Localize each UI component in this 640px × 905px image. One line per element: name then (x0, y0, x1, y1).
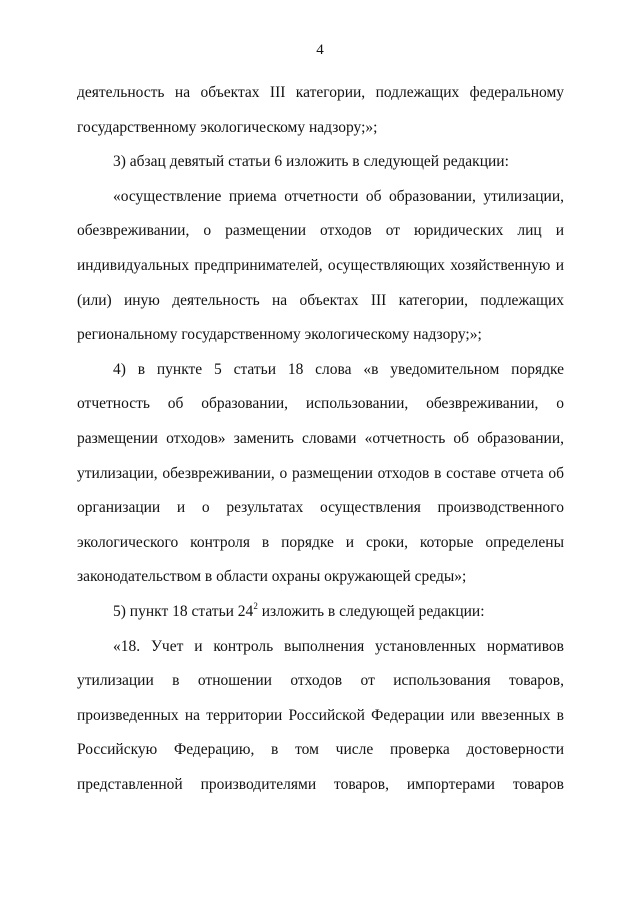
page-number: 4 (316, 42, 324, 58)
paragraph-3: «осуществление приема отчетности об образовании, утилизации, обезвреживании, о размещении отходов от юридических лиц и индивидуальных предпринимателей, осуществляющих хозяйственную и (или) иную деятельность на объектах III категории, подлежащих региональному государственному экологическому надзору;»; (77, 187, 564, 344)
paragraph-5-text-before: 5) пункт 18 статьи 24 (113, 602, 254, 620)
paragraph-2: 3) абзац девятый статьи 6 изложить в следующей редакции: (113, 153, 509, 171)
document-body (77, 76, 564, 802)
paragraph-5 (77, 595, 564, 630)
paragraph-4: 4) в пункте 5 статьи 18 слова «в уведомительном порядке отчетность об образовании, использовании, обезвреживании, о размещении отходов» заменить словами «отчетность об образовании, утилизации, обезвреживании, о размещении отходов в составе отчета об организации и о результатах осуществления производственного экологического контроля в порядке и сроки, которые определены законодательством в области охраны окружающей среды»; (77, 360, 564, 586)
paragraph-6: «18. Учет и контроль выполнения установленных нормативов утилизации в отношении отходов от использования товаров, произведенных на территории Российской Федерации или ввезенных в Российскую Федерацию, в том числе проверка достоверности представленной производителями товаров, импортерами товаров (77, 637, 564, 793)
paragraph-5-text-after: изложить в следующей редакции: (257, 602, 485, 620)
paragraph-5-superscript: 2 (253, 600, 258, 611)
paragraph-1: деятельность на объектах III категории, подлежащих федеральному государственному экологическому надзору;»; (77, 84, 564, 136)
